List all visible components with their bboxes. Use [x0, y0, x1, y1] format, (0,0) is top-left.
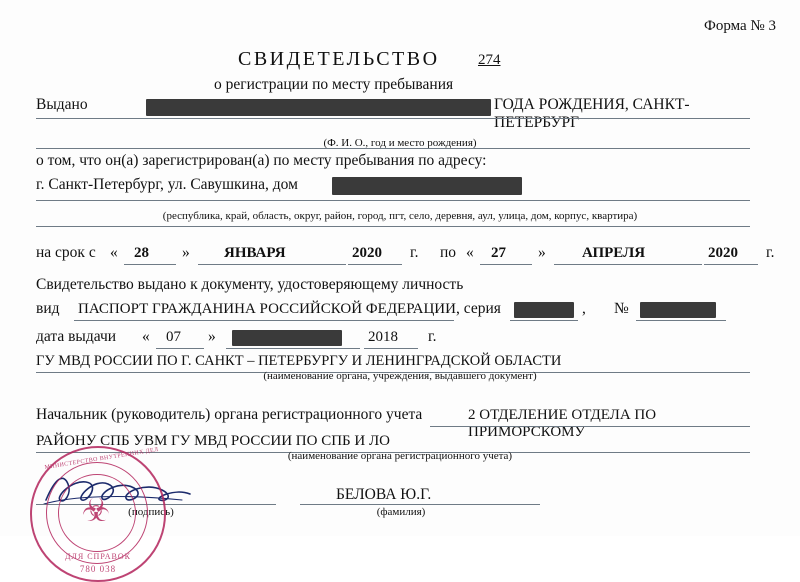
caption-address: (республика, край, область, округ, район, город, пгт, село, деревня, аул, улица, дом, корпус, квартира)	[162, 210, 638, 222]
term-to-year: 2020	[708, 245, 738, 261]
caption-surname-wrap	[336, 506, 466, 518]
identity-date-quote-open: «	[142, 328, 150, 345]
identity-type-label: вид	[36, 300, 60, 317]
identity-series-rule	[510, 320, 578, 321]
issued-to-label: Выдано	[36, 96, 88, 113]
identity-type-value: ПАСПОРТ ГРАЖДАНИНА РОССИЙСКОЙ ФЕДЕРАЦИИ	[78, 301, 456, 317]
term-from-month-rule	[198, 264, 346, 265]
identity-date-day-rule	[156, 348, 204, 349]
term-to-day-rule	[480, 264, 532, 265]
caption-authority: (наименование органа, учреждения, выдавшего документ)	[263, 370, 537, 382]
identity-type-rule	[74, 320, 454, 321]
term-quote-open-2: «	[466, 244, 474, 261]
term-from-year: 2020	[352, 245, 382, 261]
caption-signature: (подпись)	[128, 506, 174, 518]
identity-date-month-redaction	[232, 330, 342, 346]
address-rule-2	[36, 226, 750, 227]
stamp-top-text: МИНИСТЕРСТВО ВНУТРЕННИХ ДЕЛ	[44, 447, 159, 471]
identity-number-rule	[636, 320, 726, 321]
identity-number-redaction	[640, 302, 716, 318]
issued-to-rule	[36, 118, 750, 119]
issued-to-redaction	[146, 99, 491, 116]
term-from-day-rule	[124, 264, 176, 265]
term-middle: по	[440, 244, 457, 261]
identity-date-month-rule	[226, 348, 360, 349]
caption-address-wrap	[0, 210, 800, 222]
identity-type-row	[36, 300, 766, 322]
identity-date-year: 2018	[368, 329, 398, 345]
stamp-code: 780 038	[79, 564, 117, 574]
issued-to-row	[36, 96, 766, 131]
identity-date-row	[36, 328, 766, 350]
chief-surname: БЕЛОВА Ю.Г.	[336, 486, 432, 503]
identity-intro: Свидетельство выдано к документу, удостоверяющему личность	[36, 276, 464, 293]
chief-label: Начальник (руководитель) органа регистрационного учета	[36, 406, 423, 423]
issued-to-suffix: ГОДА РОЖДЕНИЯ, САНКТ-ПЕТЕРБУРГ	[494, 96, 690, 131]
registered-label: о том, что он(а) зарегистрирован(а) по месту пребывания по адресу:	[36, 152, 487, 169]
page-subtitle: о регистрации по месту пребывания	[214, 76, 454, 93]
stamp-bottom-text: ДЛЯ СПРАВОК	[65, 552, 131, 561]
chief-org-line2: РАЙОНУ СПБ УВМ ГУ МВД РОССИИ ПО СПБ И ЛО	[36, 433, 391, 449]
identity-date-quote-close: »	[208, 328, 216, 345]
fio-rule	[36, 148, 750, 149]
term-quote-open-1: «	[110, 244, 118, 261]
caption-authority-wrap	[0, 370, 800, 382]
identity-date-label: дата выдачи	[36, 328, 117, 345]
identity-date-day: 07	[166, 329, 181, 345]
chief-row	[36, 406, 766, 440]
caption-fio: (Ф. И. О., год и место рождения)	[323, 137, 477, 149]
address-redaction	[332, 177, 522, 195]
address-row	[36, 176, 750, 194]
document-number: 274	[478, 52, 501, 68]
identity-date-year-abbr: г.	[428, 328, 437, 345]
caption-surname: (фамилия)	[376, 506, 426, 518]
identity-date-year-rule	[364, 348, 418, 349]
chief-org-row-2	[36, 432, 766, 450]
term-from-day: 28	[134, 245, 149, 261]
term-year-abbr-1: г.	[410, 244, 419, 261]
surname-rule	[300, 504, 540, 505]
page-title: СВИДЕТЕЛЬСТВО	[238, 48, 440, 70]
identity-authority: ГУ МВД РОССИИ ПО Г. САНКТ – ПЕТЕРБУРГУ И ЛЕНИНГРАДСКОЙ ОБЛАСТИ	[36, 353, 562, 369]
term-from-month: ЯНВАРЯ	[224, 245, 286, 261]
term-from-year-rule	[348, 264, 402, 265]
term-to-year-rule	[704, 264, 758, 265]
address-rule	[36, 200, 750, 201]
chief-org-line1: 2 ОТДЕЛЕНИЕ ОТДЕЛА ПО ПРИМОРСКОМУ	[468, 407, 657, 440]
term-to-month: АПРЕЛЯ	[582, 245, 646, 261]
address-value: г. Санкт-Петербург, ул. Савушкина, дом	[36, 176, 298, 193]
term-to-day: 27	[491, 245, 506, 261]
caption-org: (наименование органа регистрационного учета)	[287, 450, 513, 462]
identity-number-label: №	[614, 300, 629, 317]
term-year-abbr-2: г.	[766, 244, 775, 261]
chief-rule-1	[430, 426, 750, 427]
identity-series-label: , серия	[456, 300, 501, 317]
coat-of-arms-icon: ☣	[81, 492, 111, 528]
official-stamp	[30, 446, 166, 582]
identity-authority-row	[36, 352, 766, 370]
term-quote-close-1: »	[182, 244, 190, 261]
identity-series-comma: ,	[582, 300, 586, 317]
identity-series-redaction	[514, 302, 574, 318]
term-prefix: на срок с	[36, 244, 96, 261]
term-quote-close-2: »	[538, 244, 546, 261]
term-to-month-rule	[554, 264, 702, 265]
term-row	[36, 244, 775, 266]
form-number: Форма № 3	[704, 18, 776, 34]
